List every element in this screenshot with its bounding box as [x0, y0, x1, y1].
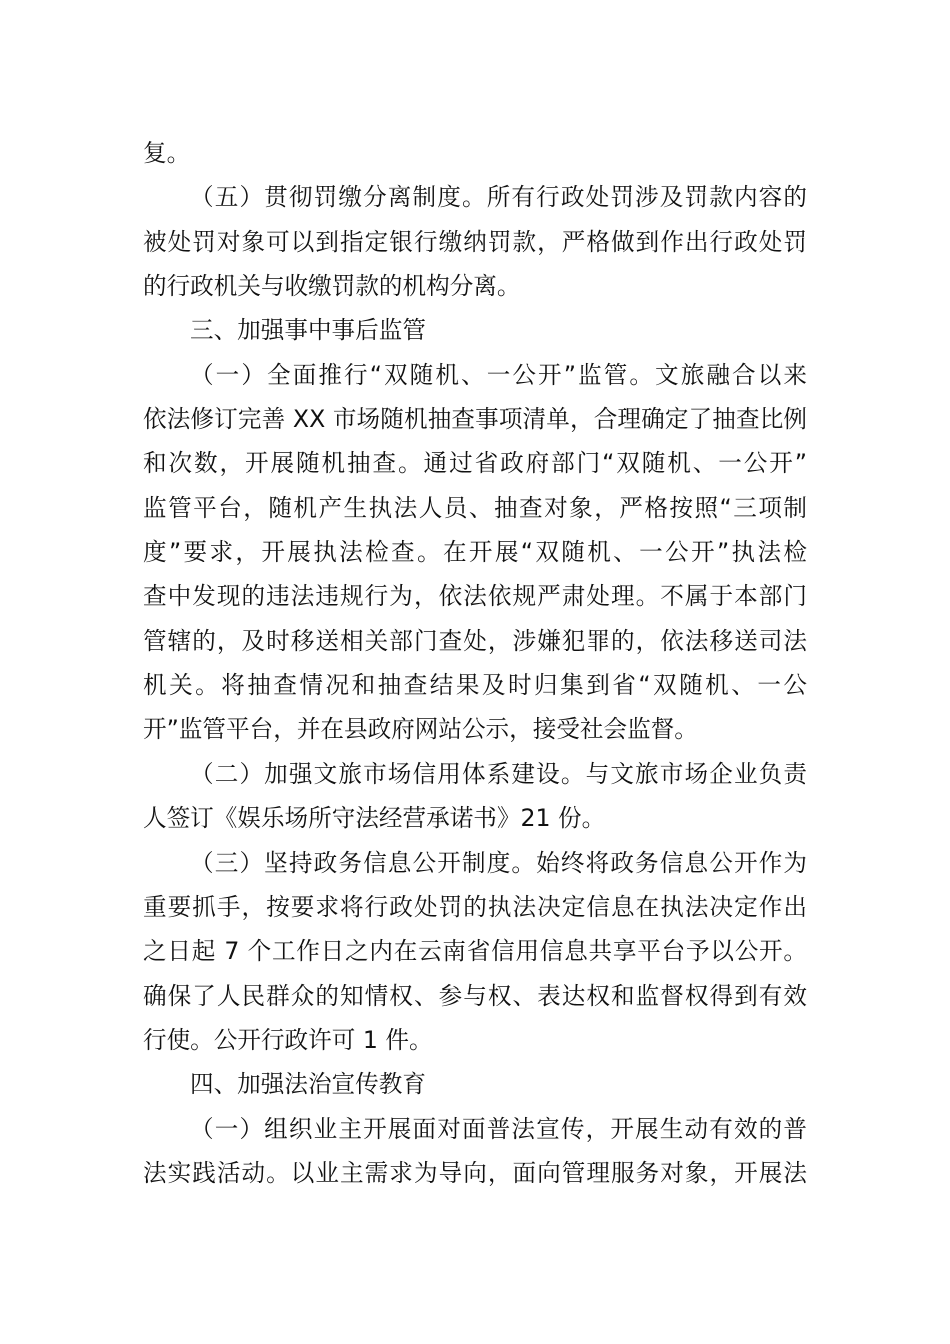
text-line: 度”要求，开展执法检查。在开展“双随机、一公开”执法检	[143, 538, 807, 567]
text-line: （二）加强文旅市场信用体系建设。与文旅市场企业负责	[190, 759, 807, 788]
text-line: 法实践活动。以业主需求为导向，面向管理服务对象，开展法	[143, 1158, 807, 1187]
text-line: 监管平台，随机产生执法人员、抽查对象，严格按照“三项制	[143, 493, 807, 522]
text-line: 机关。将抽查情况和抽查结果及时归集到省“双随机、一公	[143, 671, 807, 700]
text-line: 被处罚对象可以到指定银行缴纳罚款，严格做到作出行政处罚	[143, 227, 807, 256]
text-line: （一）组织业主开展面对面普法宣传，开展生动有效的普	[190, 1114, 807, 1143]
text-line: （一）全面推行“双随机、一公开”监管。文旅融合以来	[190, 360, 807, 389]
text-line: 和次数，开展随机抽查。通过省政府部门“双随机、一公开”	[143, 449, 807, 478]
text-line: 开”监管平台，并在县政府网站公示，接受社会监督。	[143, 715, 698, 744]
text-line: （三）坚持政务信息公开制度。始终将政务信息公开作为	[190, 848, 807, 877]
text-line: 之日起 7 个工作日之内在云南省信用信息共享平台予以公开。	[143, 937, 807, 966]
text-line: 查中发现的违法违规行为，依法依规严肃处理。不属于本部门	[143, 582, 807, 611]
text-line: 管辖的，及时移送相关部门查处，涉嫌犯罪的，依法移送司法	[143, 626, 807, 655]
text-line: 行使。公开行政许可 1 件。	[143, 1025, 433, 1054]
text-line: 的行政机关与收缴罚款的机构分离。	[143, 272, 521, 301]
text-line: 重要抓手，按要求将行政处罚的执法决定信息在执法决定作出	[143, 892, 807, 921]
text-line: （五）贯彻罚缴分离制度。所有行政处罚涉及罚款内容的	[190, 183, 807, 212]
text-line: 确保了人民群众的知情权、参与权、表达权和监督权得到有效	[143, 981, 807, 1010]
text-line: 复。	[143, 139, 191, 167]
text-line: 四、加强法治宣传教育	[190, 1070, 426, 1099]
text-line: 依法修订完善 XX 市场随机抽查事项清单，合理确定了抽查比例	[143, 405, 807, 434]
text-line: 人签订《娱乐场所守法经营承诺书》21 份。	[143, 804, 606, 833]
document-body	[143, 131, 807, 1195]
text-line: 三、加强事中事后监管	[190, 316, 426, 345]
